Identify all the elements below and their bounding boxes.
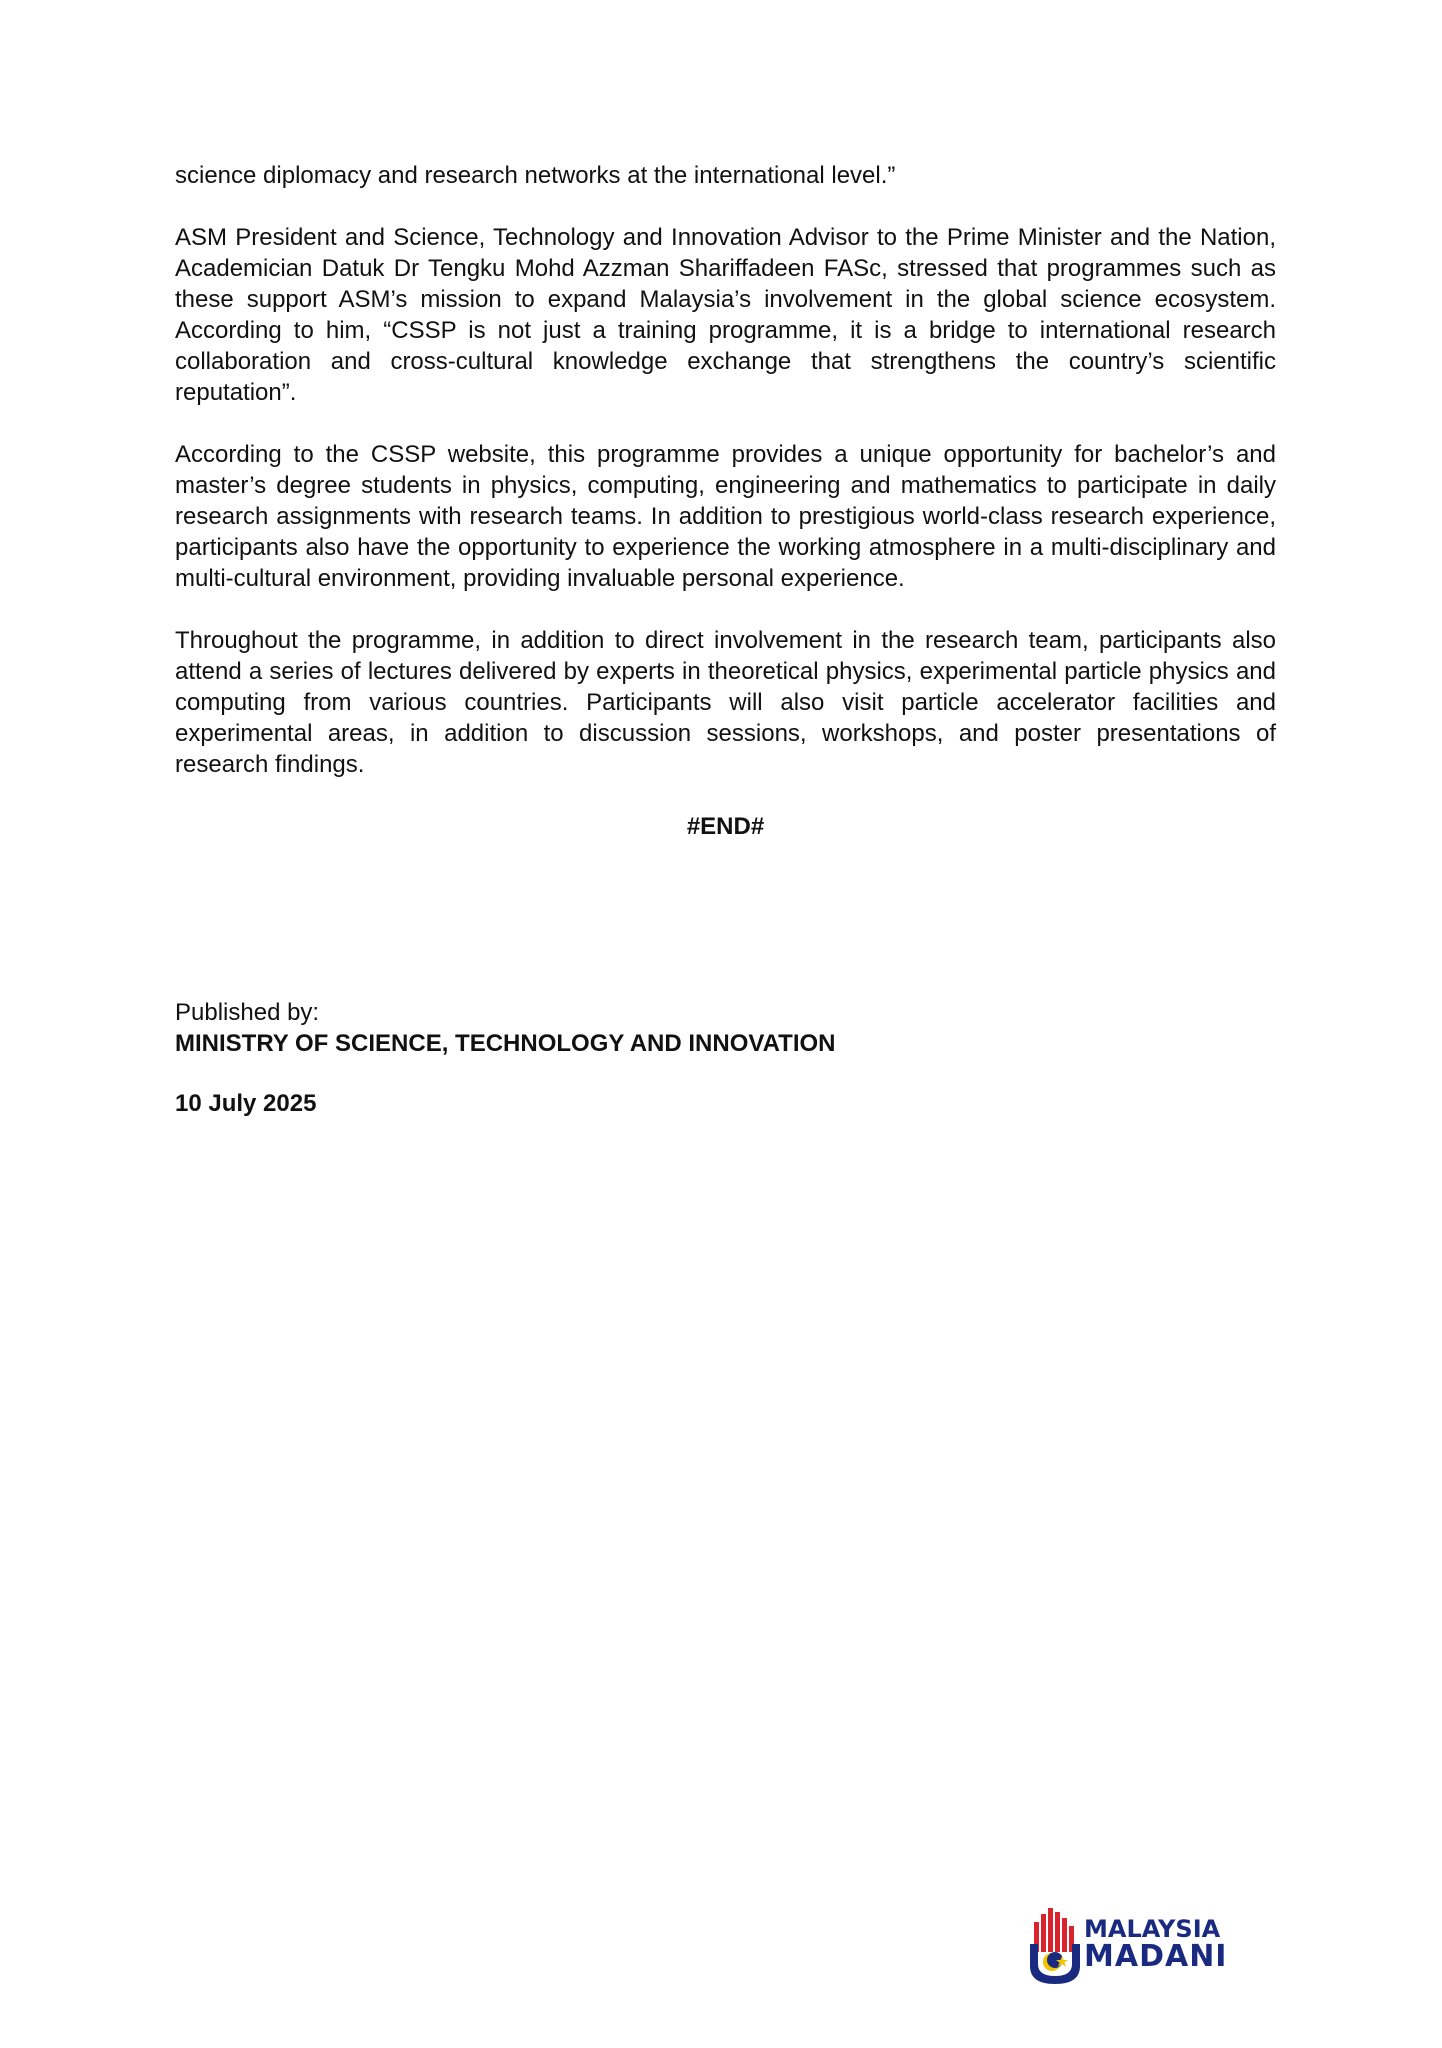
published-by-label: Published by: <box>175 999 320 1026</box>
paragraph-2: ASM President and Science, Technology and Innovation Advisor to the Prime Minister and the Nation, Academician Datuk Dr Tengku Mohd Azzman Shariffadeen FASc, stressed that programmes such as these support ASM’s mission to expand Malaysia’s involvement in the global science ecosystem. According to him, “CSSP is not just a training programme, it is a bridge to international research collaboration and cross-cultural knowledge exchange that strengthens the country’s scientific reputation”. <box>175 224 1276 406</box>
publisher-name: MINISTRY OF SCIENCE, TECHNOLOGY AND INNOVATION <box>175 1030 836 1057</box>
paragraph-4: Throughout the programme, in addition to direct involvement in the research team, participants also attend a series of lectures delivered by experts in theoretical physics, experimental particle physics and computing from various countries. Participants will also visit particle accelerator facilities and experimental areas, in addition to discussion sessions, workshops, and poster presentations of research findings. <box>175 627 1276 778</box>
body-text <box>175 160 1276 842</box>
malaysia-madani-logo <box>1028 1904 1258 1988</box>
publication-date: 10 July 2025 <box>175 1090 317 1117</box>
logo-line-1: MALAYSIA <box>1084 1915 1221 1943</box>
publisher-block <box>175 997 1276 1119</box>
logo-wordmark <box>1084 1916 1227 1972</box>
end-mark: #END# <box>686 813 765 840</box>
paragraph-1: science diplomacy and research networks at the international level.” <box>175 162 896 189</box>
logo-line-2: MADANI <box>1084 1939 1228 1974</box>
madani-emblem-icon <box>1028 1904 1084 1988</box>
paragraph-3: According to the CSSP website, this programme provides a unique opportunity for bachelor’s and master’s degree students in physics, computing, engineering and mathematics to participate in daily research assignments with research teams. In addition to prestigious world-class research experience, participants also have the opportunity to experience the working atmosphere in a multi-disciplinary and multi-cultural environment, providing invaluable personal experience. <box>175 441 1276 592</box>
